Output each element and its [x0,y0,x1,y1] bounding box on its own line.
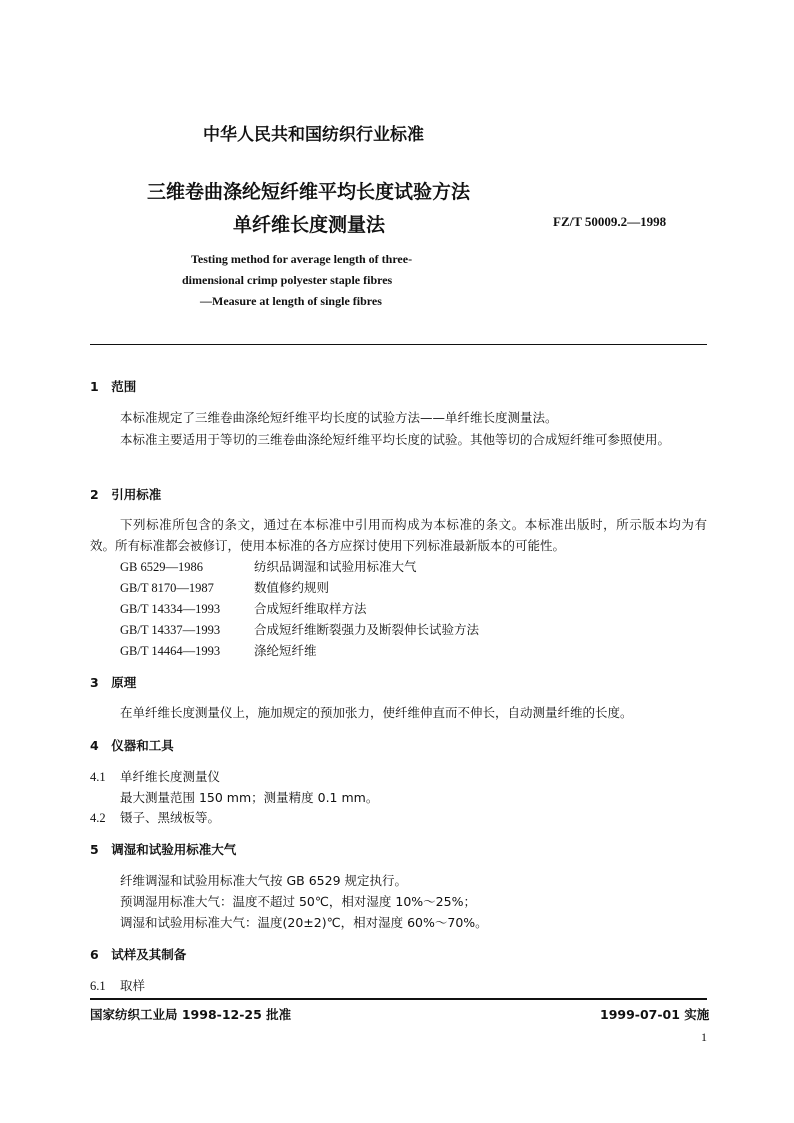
section-1-paragraph-2: 本标准主要适用于等切的三维卷曲涤纶短纤维平均长度的试验。其他等切的合成短纤维可参照使用。 [120,432,671,447]
section-3-heading: 3 原理 [90,675,137,690]
section-5-line-1: 纤维调湿和试验用标准大气按 GB 6529 规定执行。 [120,873,407,888]
english-title-line-1: Testing method for average length of three- [191,252,413,266]
clause-6-1 [90,976,145,994]
clause-title: 取样 [120,978,146,993]
clause-title: 镊子、黑绒板等。 [120,810,221,825]
english-title-line-3: —Measure at length of single fibres [200,294,382,308]
reference-code: GB/T 14337—1993 [120,623,221,637]
section-2-paragraph-1: 下列标准所包含的条文，通过在本标准中引用而构成为本标准的条文。本标准出版时，所示版本均为有效。所有标准都会被修订，使用本标准的各方应探讨使用下列标准最新版本的可能性。 [90,517,707,553]
clause-number: 6.1 [90,979,106,993]
english-title-line-2: dimensional crimp polyester staple fibres [182,273,393,287]
reference-name: 纺织品调湿和试验用标准大气 [254,559,417,574]
approval-line: 国家纺织工业局 1998-12-25 批准 [90,1007,292,1022]
reference-name: 数值修约规则 [254,580,330,595]
org-line: 中华人民共和国纺织行业标准 [203,125,424,145]
reference-name: 涤纶短纤维 [254,643,317,658]
standard-number: FZ/T 50009.2—1998 [553,214,667,229]
reference-code: GB/T 14334—1993 [120,602,221,616]
reference-item [120,557,417,575]
section-2-heading: 2 引用标准 [90,487,162,502]
clause-4-2 [90,808,220,826]
section-5-line-2: 预调湿用标准大气：温度不超过 50℃，相对湿度 10%～25%； [120,894,476,909]
reference-code: GB 6529—1986 [120,560,203,574]
clause-title: 单纤维长度测量仪 [120,769,221,784]
section-4-heading: 4 仪器和工具 [90,738,174,753]
reference-item [120,578,329,596]
clause-4-1-text: 最大测量范围 150 mm；测量精度 0.1 mm。 [120,790,379,805]
section-1-heading: 1 范围 [90,379,137,394]
footer-divider [90,998,707,1000]
page-number: 1 [701,1030,707,1044]
reference-code: GB/T 8170—1987 [120,581,214,595]
effective-date: 1999-07-01 实施 [600,1007,710,1022]
clause-number: 4.2 [90,811,106,825]
section-5-line-3: 调湿和试验用标准大气：温度(20±2)℃，相对湿度 60%～70%。 [120,915,488,930]
title-line-2: 单纤维长度测量法 [233,214,386,236]
clause-number: 4.1 [90,770,106,784]
section-1-paragraph-1: 本标准规定了三维卷曲涤纶短纤维平均长度的试验方法——单纤维长度测量法。 [120,410,558,425]
section-3-paragraph-1: 在单纤维长度测量仪上，施加规定的预加张力，使纤维伸直而不伸长，自动测量纤维的长度。 [120,705,633,720]
section-5-heading: 5 调湿和试验用标准大气 [90,842,237,857]
reference-name: 合成短纤维断裂强力及断裂伸长试验方法 [254,622,480,637]
header-divider [90,344,707,345]
reference-item [120,620,479,638]
title-line-1: 三维卷曲涤纶短纤维平均长度试验方法 [147,181,471,203]
reference-item [120,641,317,659]
section-6-heading: 6 试样及其制备 [90,947,187,962]
reference-item [120,599,367,617]
clause-4-1 [90,767,220,785]
reference-name: 合成短纤维取样方法 [254,601,367,616]
reference-code: GB/T 14464—1993 [120,644,221,658]
